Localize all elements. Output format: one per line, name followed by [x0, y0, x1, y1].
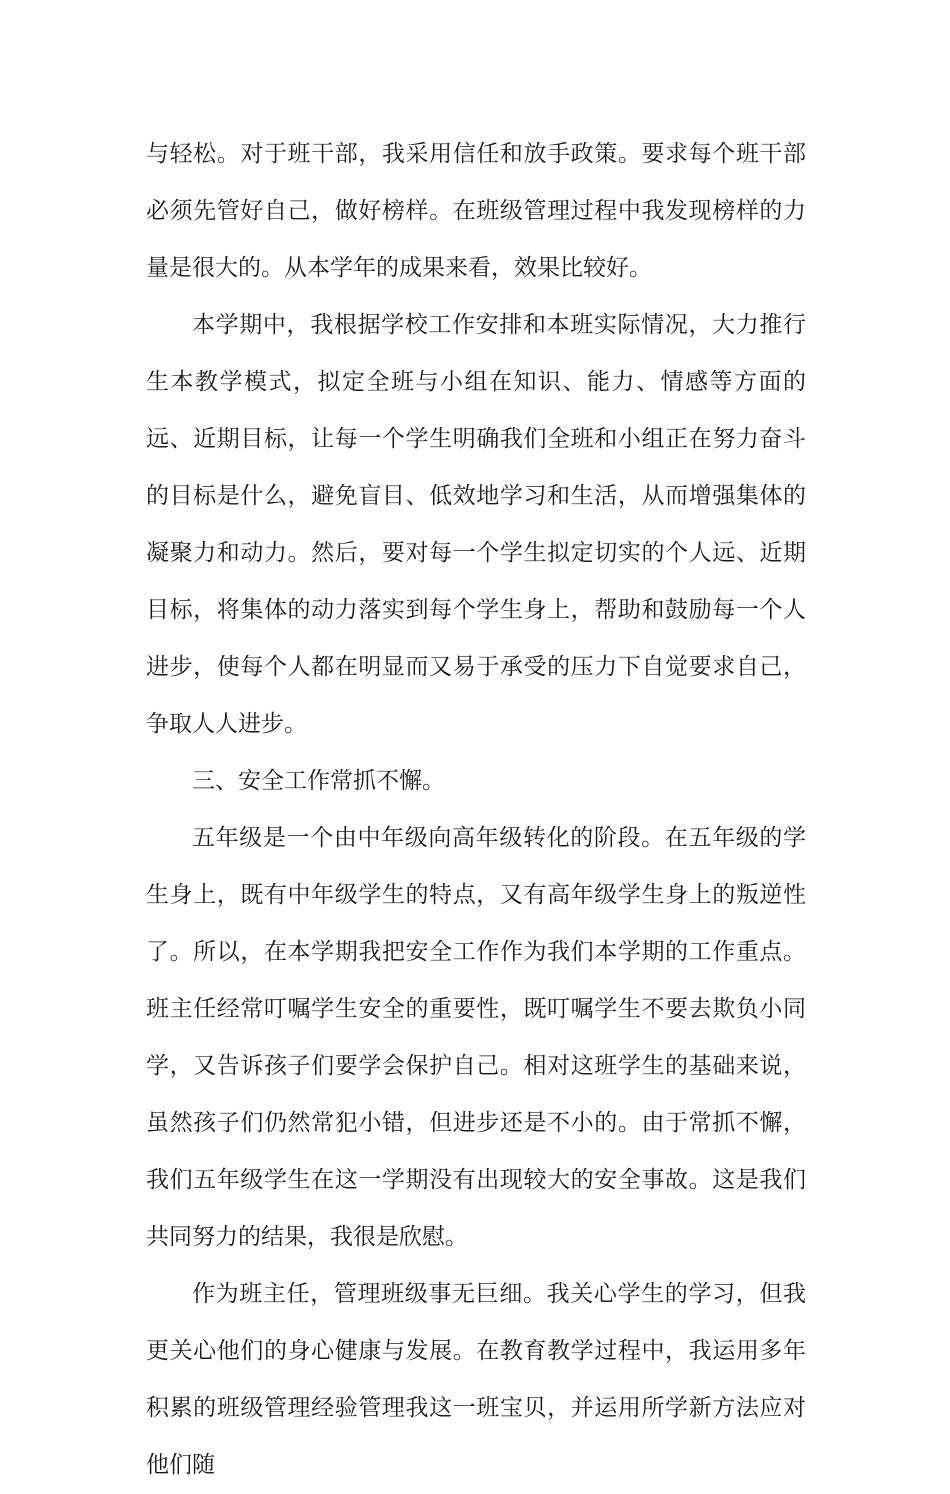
paragraph-4: 作为班主任，管理班级事无巨细。我关心学生的学习，但我更关心他们的身心健康与发展。在教育教学过程中，我运用多年积累的班级管理经验管理我这一班宝贝，并运用所学新方法应对他们随 — [146, 1281, 806, 1478]
section-heading: 三、安全工作常抓不懈。 — [192, 768, 445, 794]
paragraph-1: 与轻松。对于班干部，我采用信任和放手政策。要求每个班干部必须先管好自己，做好榜样。在班级管理过程中我发现榜样的力量是很大的。从本学年的成果来看，效果比较好。 — [146, 141, 806, 281]
paragraph-3: 五年级是一个由中年级向高年级转化的阶段。在五年级的学生身上，既有中年级学生的特点，又有高年级学生身上的叛逆性了。所以，在本学期我把安全工作作为我们本学期的工作重点。班主任经常叮嘱学生安全的重要性，既叮嘱学生不要去欺负小同学，又告诉孩子们要学会保护自己。相对这班学生的基础来说，虽然孩子们仍然常犯小错，但进步还是不小的。由于常抓不懈，我们五年级学生在这一学期没有出现较大的安全事故。这是我们共同努力的结果，我很是欣慰。 — [146, 825, 806, 1250]
document-body — [146, 126, 806, 1494]
paragraph-2: 本学期中，我根据学校工作安排和本班实际情况，大力推行生本教学模式，拟定全班与小组在知识、能力、情感等方面的远、近期目标，让每一个学生明确我们全班和小组正在努力奋斗的目标是什么，避免盲目、低效地学习和生活，从而增强集体的凝聚力和动力。然后，要对每一个学生拟定切实的个人远、近期目标，将集体的动力落实到每个学生身上，帮助和鼓励每一个人进步，使每个人都在明显而又易于承受的压力下自觉要求自己，争取人人进步。 — [146, 312, 806, 737]
